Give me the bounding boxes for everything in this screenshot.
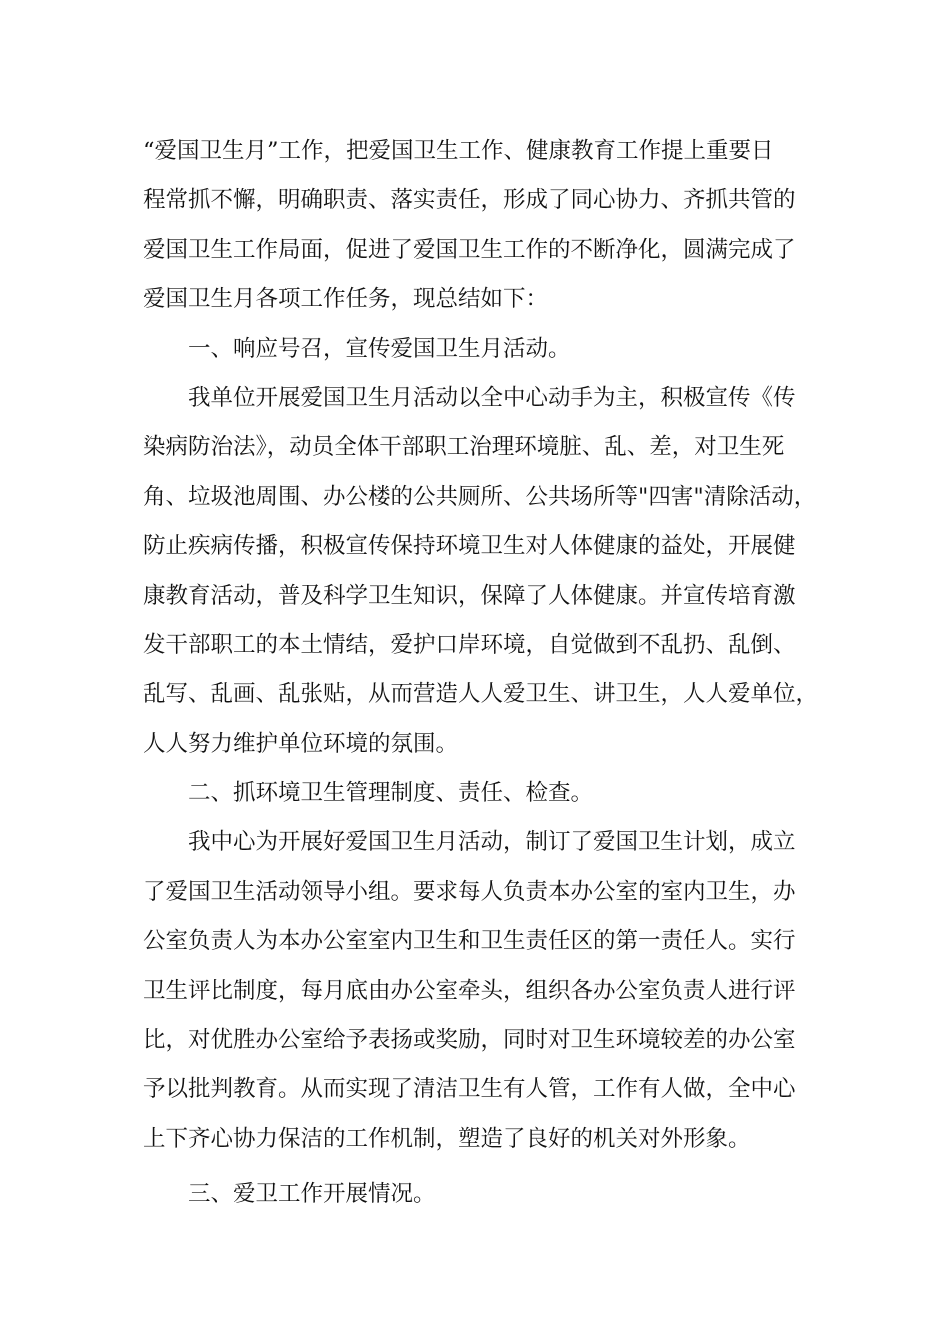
body-line: 染病防治法》，动员全体干部职工治理环境脏、乱、差，对卫生死 [143, 434, 785, 461]
body-line: 防止疾病传播，积极宣传保持环境卫生对人体健康的益处，开展健 [143, 533, 796, 560]
body-line: 卫生评比制度，每月底由办公室牵头，组织各办公室负责人进行评 [143, 977, 796, 1004]
body-line: 角、垃圾池周围、办公楼的公共厕所、公共场所等"四害"清除活动， [143, 483, 817, 510]
document-body [143, 127, 828, 1220]
body-line: 上下齐心协力保洁的工作机制，塑造了良好的机关对外形象。 [143, 1125, 751, 1152]
section-heading-2: 二、抓环境卫生管理制度、责任、检查。 [188, 780, 594, 807]
body-line: 发干部职工的本土情结，爱护口岸环境，自觉做到不乱扔、乱倒、 [143, 631, 796, 658]
section-heading-1: 一、响应号召，宣传爱国卫生月活动。 [188, 335, 571, 362]
section-heading-3: 三、爱卫工作开展情况。 [188, 1181, 436, 1208]
body-line: 人人努力维护单位环境的氛围。 [143, 730, 459, 757]
body-line: 予以批判教育。从而实现了清洁卫生有人管，工作有人做，全中心 [143, 1076, 796, 1103]
body-line: 爱国卫生月各项工作任务，现总结如下： [143, 286, 549, 313]
body-line: 乱写、乱画、乱张贴，从而营造人人爱卫生、讲卫生，人人爱单位， [143, 681, 819, 708]
body-line: 比，对优胜办公室给予表扬或奖励，同时对卫生环境较差的办公室 [143, 1027, 796, 1054]
body-line: 我中心为开展好爱国卫生月活动，制订了爱国卫生计划，成立 [188, 829, 796, 856]
body-line: 程常抓不懈，明确职责、落实责任，形成了同心协力、齐抓共管的 [143, 187, 796, 214]
body-line: 爱国卫生工作局面，促进了爱国卫生工作的不断净化，圆满完成了 [143, 236, 796, 263]
body-line: 康教育活动，普及科学卫生知识，保障了人体健康。并宣传培育激 [143, 582, 796, 609]
body-line: “爱国卫生月”工作，把爱国卫生工作、健康教育工作提上重要日 [143, 138, 774, 164]
body-line: 我单位开展爱国卫生月活动以全中心动手为主，积极宣传《传 [188, 384, 796, 411]
body-line: 公室负责人为本办公室室内卫生和卫生责任区的第一责任人。实行 [143, 928, 796, 955]
body-line: 了爱国卫生活动领导小组。要求每人负责本办公室的室内卫生，办 [143, 878, 796, 905]
